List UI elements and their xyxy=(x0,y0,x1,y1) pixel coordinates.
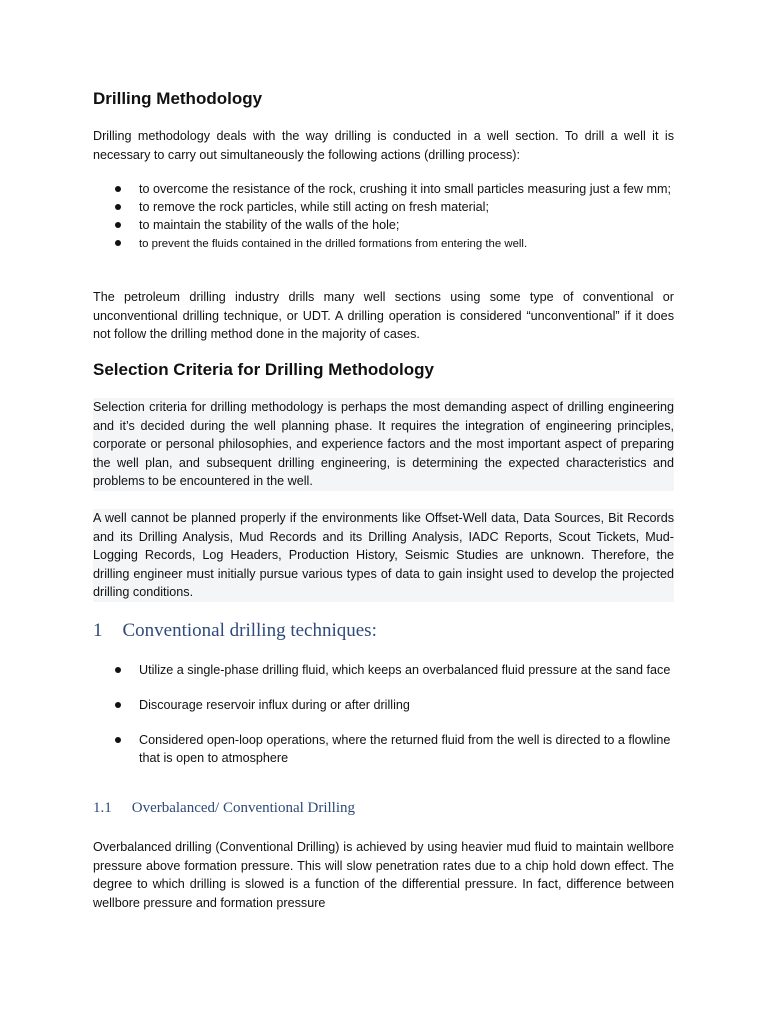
list-item: Utilize a single-phase drilling fluid, which keeps an overbalanced fluid pressure at the sand face xyxy=(93,661,674,679)
heading-overbalanced-drilling xyxy=(93,800,355,817)
heading-conventional-techniques xyxy=(93,620,377,642)
list-item: to remove the rock particles, while still acting on fresh material; xyxy=(93,198,674,216)
list-item: Considered open-loop operations, where the returned fluid from the well is directed to a flowline that is open to atmosphere xyxy=(93,731,674,767)
bullet-icon xyxy=(115,737,121,743)
heading-number: 1 xyxy=(93,620,103,641)
overbalanced-paragraph: Overbalanced drilling (Conventional Drilling) is achieved by using heavier mud fluid to maintain wellbore pressure above formation pressure. This will slow penetration rates due to a chip hold down effect. The degree to which drilling is slowed is a function of the differential pressure. In fact, difference between wellbore pressure and formation pressure xyxy=(93,840,674,910)
bullet-icon xyxy=(115,240,121,246)
bullet-icon xyxy=(115,186,121,192)
conventional-techniques-list xyxy=(93,661,674,767)
list-item: to overcome the resistance of the rock, crushing it into small particles measuring just a few mm; xyxy=(93,180,674,198)
list-item: to prevent the fluids contained in the drilled formations from entering the well. xyxy=(93,234,674,253)
heading-text: Overbalanced/ Conventional Drilling xyxy=(131,800,356,816)
list-item: Discourage reservoir influx during or after drilling xyxy=(93,696,674,714)
heading-selection-criteria: Selection Criteria for Drilling Methodology xyxy=(93,360,434,379)
bullet-icon xyxy=(115,204,121,210)
heading-drilling-methodology: Drilling Methodology xyxy=(93,89,263,108)
selection-paragraph-2: A well cannot be planned properly if the environments like Offset-Well data, Data Sources, Bit Records and its Drilling Analysis, Mud Records and its Drilling Analysis, IADC Reports, Scout Tickets, Mud-Logging Records, Log Headers, Production History, Seismic Studies are unknown. Therefore, the drilling engineer must initially pursue various types of data to gain insight used to develop the projected drilling conditions. xyxy=(93,509,674,602)
heading-number: 1.1 xyxy=(93,800,112,816)
heading-text: Conventional drilling techniques: xyxy=(122,620,377,641)
intro-paragraph: Drilling methodology deals with the way drilling is conducted in a well section. To drill a well it is necessary to carry out simultaneously the following actions (drilling process): xyxy=(93,129,674,162)
bullet-icon xyxy=(115,222,121,228)
drilling-process-list xyxy=(93,180,674,253)
selection-paragraph-1: Selection criteria for drilling methodology is perhaps the most demanding aspect of drilling engineering and it’s decided during the well planning phase. It requires the integration of engineering principles, corporate or personal philosophies, and experience factors and the most important aspect of preparing the well plan, and subsequent drilling engineering, is determining the expected characteristics and problems to be encountered in the well. xyxy=(93,398,674,491)
bullet-icon xyxy=(115,702,121,708)
list-item: to maintain the stability of the walls of the hole; xyxy=(93,216,674,234)
udt-paragraph: The petroleum drilling industry drills many well sections using some type of conventional or unconventional drilling technique, or UDT. A drilling operation is considered “unconventional” if it does not follow the drilling method done in the majority of cases. xyxy=(93,290,674,342)
bullet-icon xyxy=(115,667,121,673)
